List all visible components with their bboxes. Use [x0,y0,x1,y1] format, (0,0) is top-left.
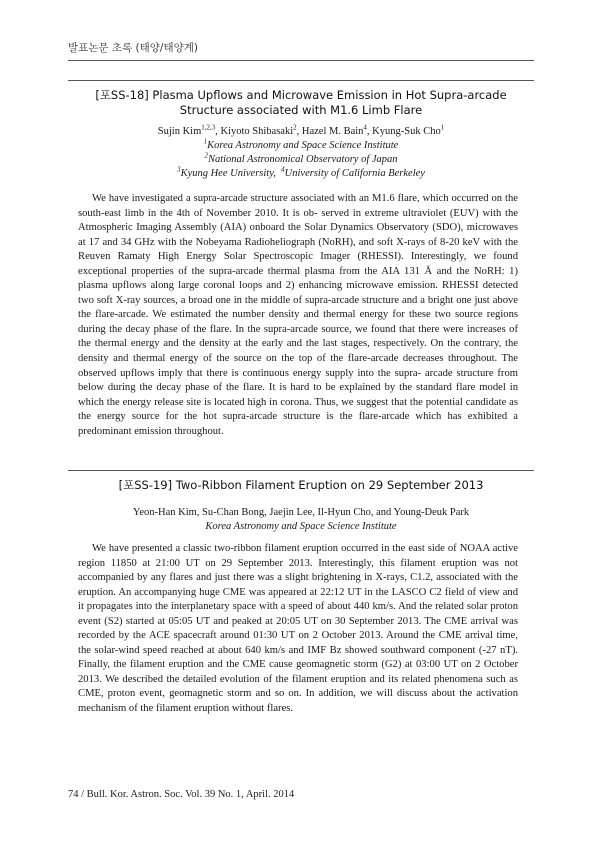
paper-title-ss18 [68,88,534,118]
author-name: Hazel M. Bain [301,126,364,137]
affil-mark: 4 [281,165,285,174]
author-list: Yeon-Han Kim, Su-Chan Bong, Jaejin Lee, Il-Hyun Cho, and Young-Deuk Park [132,507,470,518]
author-sep: , [215,126,221,137]
author-name: Sujin Kim [157,126,202,137]
author-sep: , [366,126,373,137]
paper-title-ss19: [포SS-19] Two-Ribbon Filament Eruption on 29 September 2013 [118,478,484,492]
affil-text: University of California Berkeley [284,168,425,179]
author-affil-mark: 1 [440,123,445,132]
author-name: Kiyoto Shibasaki [220,126,294,137]
author-sep: , [296,126,302,137]
affiliation: Korea Astronomy and Space Science Institute [205,521,397,532]
page-footer: 74 / Bull. Kor. Astron. Soc. Vol. 39 No. 1, April. 2014 [68,789,295,800]
affil-mark: 2 [204,151,208,160]
paper-byline-ss19 [68,506,534,534]
affil-text: National Astronomical Observatory of Japan [207,154,398,165]
paper-byline-ss18 [68,125,534,181]
author-list [68,125,534,139]
running-header: 발표논문 초록 (태양/태양계) [68,42,198,54]
section-divider [68,470,534,471]
affiliation [68,167,534,181]
author-name: Kyung-Suk Cho [372,126,441,137]
affiliation [68,139,534,153]
affil-text: Korea Astronomy and Space Science Institute [207,140,399,151]
affil-text: Kyung Hee University, [180,168,276,179]
author-affil-mark: 1,2,3 [201,123,216,132]
abstract-ss19: We have presented a classic two-ribbon filament eruption occurred in the east side of NOAA active region 11850 at 21:00 UT on 29 September 2013. Interestingly, this filament eruption was not accompanied by any flares and just there was a slight brightening in X-rays, C1.2, associated with the eruption. An accompanying huge CME was appeared at 22:12 UT in the LASCO C2 field of view and it propagates into the interplanetary space with a speed of about 440 km/s. And the related solar proton event (S2) started at 05:05 UT and peaked at 20:05 UT on 30 September 2013. The CME arrival was recorded by the ACE spacecraft around 01:30 UT on 2 October 2013. Around the CME arrival time, the solar-wind speed reached at about 640 km/s and IMF Bz showed southward component (-27 nT). Finally, the filament eruption and the CME cause geomagnetic storm (G2) at 03:00 UT on 2 October 2013. We described the detailed evolution of the filament eruption and its related phenomena such as CME, proton event, geomagnetic storm and so on. In addition, we will discuss about the activation mechanism of the filament eruption without flares. [78,543,518,715]
author-affil-mark: 4 [363,123,367,132]
header-rule [68,60,534,61]
affiliation [68,153,534,167]
title-line: Structure associated with M1.6 Limb Flare [179,103,423,117]
affil-mark: 1 [203,137,208,146]
abstract-ss18: We have investigated a supra-arcade structure associated with an M1.6 flare, which occurred on the south-east limb in the 4th of November 2010. It is ob- served in extreme ultraviolet (EUV) with the Atmospheric Imaging Assembly (AIA) onboard the Solar Dynamics Observatory (SDO), microwaves at 17 and 34 GHz with the Nobeyama Radioheliograph (NoRH), and soft X-rays of 8-20 keV with the Reuven Ramaty High Energy Solar Spectroscopic Imager (RHESSI). Interestingly, we found exceptional properties of the supra-arcade thermal plasma from the AIA 131 Å and the NoRH: 1) plasma upflows along large coronal loops and 2) enhancing microwave emission. RHESSI detected two soft X-ray sources, a broad one in the middle of supra-arcade structure and a bright one just above the flare-arcade. We estimated the number density and thermal energy for these two source regions during the decay phase of the flare. In the supra-arcade source, we found that there were increases of the thermal energy and the density at the early and the last stages, respectively. On the contrary, the density and thermal energy of the source on the top of the flare-arcade decreases throughout. The observed upflows imply that there is continuous energy supply into the supra- arcade structure from below during the decay phase of the flare. It is hard to be explained by the standard flare model in which the energy release site is located high in corona. Thus, we suggest that the potential candidate as the energy source for the hot supra-arcade structure is the flare-arcade which has exhibited a predominant emission throughout. [78,193,518,437]
title-rule-top [68,80,534,81]
author-affil-mark: 2 [293,123,297,132]
title-line: [포SS-18] Plasma Upflows and Microwave Emission in Hot Supra-arcade [95,88,507,102]
affil-mark: 3 [177,165,181,174]
